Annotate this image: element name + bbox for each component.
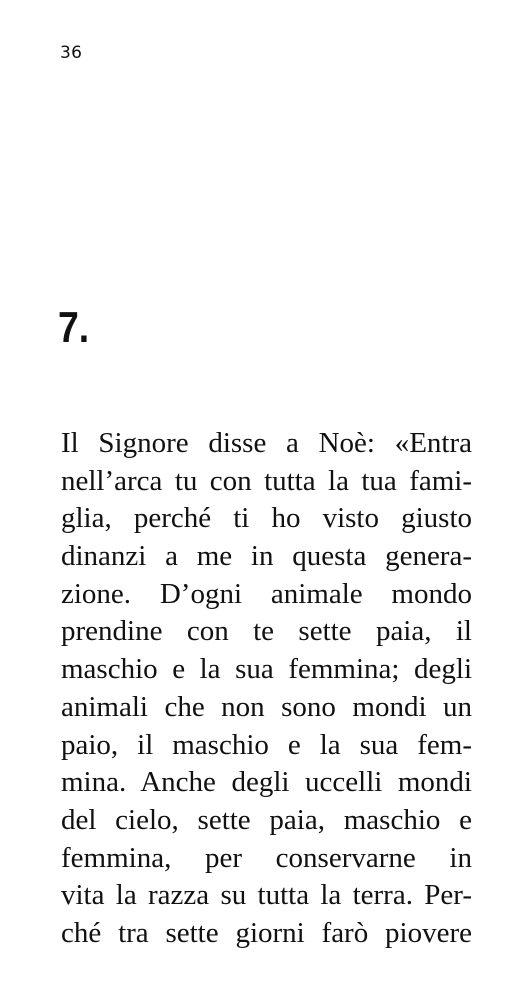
page-number: 36 [60,43,83,63]
text-line: glia, perché ti ho visto giusto [61,502,472,535]
text-line: Il Signore disse a Noè: «Entra [61,427,472,459]
text-line: ché tra sette giorni farò piovere [61,916,472,949]
text-line: vita la razza su tutta la terra. Per- [61,879,472,912]
chapter-number: 7. [58,303,90,352]
text-line: nell’arca tu con tutta la tua fami- [61,464,472,497]
body-paragraph [61,425,472,953]
text-line: animali che non sono mondi un [61,690,472,723]
text-line: maschio e la sua femmina; degli [61,653,472,686]
text-line: zione. D’ogni animale mondo [61,577,472,610]
text-line: del cielo, sette paia, maschio e [61,803,472,836]
text-line: prendine con te sette paia, il [61,615,472,648]
text-line: femmina, per conservarne in [61,841,472,874]
text-line: mina. Anche degli uccelli mondi [61,766,472,799]
text-line: paio, il maschio e la sua fem- [61,728,472,761]
text-line: dinanzi a me in questa genera- [61,540,472,573]
